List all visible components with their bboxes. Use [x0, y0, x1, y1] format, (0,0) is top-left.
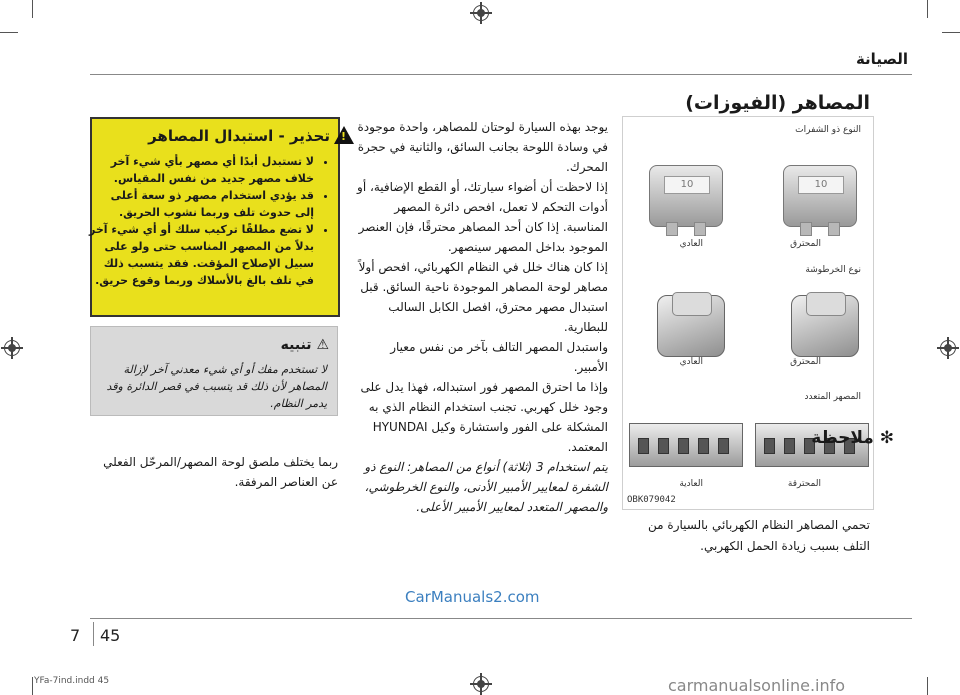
figure-code: OBK079042	[627, 495, 676, 505]
registration-mark-icon	[473, 5, 489, 21]
caution-text: لا تستخدم مفك أو أي شيء معدني آخر لإزالة المصاهر لأن ذلك قد يتسبب في قصر الدائرة وقد يدمر النظام.	[106, 363, 327, 410]
label-normal: العادي	[679, 239, 703, 249]
caution-box	[90, 326, 338, 416]
figure-caption: تحمي المصاهر النظام الكهربائي بالسيارة من التلف بسبب زيادة الحمل الكهربي.	[648, 518, 870, 553]
label-blown: المحترق	[790, 239, 821, 249]
label-blade-type: النوع ذو الشفرات	[795, 125, 861, 135]
warning-list	[88, 153, 328, 289]
page-number-chapter: 7	[70, 626, 81, 645]
list-item: • لا تضع مطلقًا تركيب سلك أو أي شيء آخر بدلاً من المصهر المناسب حتى ولو على سبيل الإصلاح المؤقت. فقد يتسبب ذلك في تلف بالغ بالأسلاك وربما وقوع حريق.	[88, 221, 314, 289]
paragraph: وإذا ما احترق المصهر فور استبداله، فهذا يدل على وجود خلل كهربي. تجنب استخدام النظام الذي به المشكلة على الفور واستشارة وكيل HYUNDAI المعتمد.	[360, 380, 608, 454]
registration-mark-icon	[940, 340, 956, 356]
blade-fuse-normal-image: 10	[649, 165, 723, 227]
warning-box	[90, 117, 340, 317]
crop-mark	[942, 32, 960, 33]
page-number: 45	[100, 626, 121, 645]
chapter-title: الصيانة	[855, 50, 908, 68]
crop-mark	[927, 0, 928, 18]
paragraph: إذا كان هناك خلل في النظام الكهربائي، افحص أولاً مصاهر لوحة المصاهر الموجودة ناحية السائق. قبل استبدال مصهر محترق، افصل الكابل السالب للبطارية.	[358, 260, 608, 334]
watermark-secondary: carmanualsonline.info	[668, 676, 846, 695]
registration-mark-icon	[473, 676, 489, 692]
paragraph: يتم استخدام 3 (ثلاثة) أنواع من المصاهر: النوع ذو الشفرة لمعايير الأمبير الأدنى، والنوع الخرطوشي، والمصهر المتعدد لمعايير الأمبير الأعلى.	[364, 460, 608, 514]
cartridge-fuse-normal-image	[657, 295, 725, 357]
page-number-separator	[93, 622, 94, 646]
caution-title: ⚠ تنبيه	[280, 337, 329, 353]
label-blown: المحترقة	[787, 479, 821, 489]
multi-fuse-normal-image	[629, 423, 743, 467]
cartridge-fuse-blown-image	[791, 295, 859, 357]
list-item: • لا تستبدل أبدًا أي مصهر بأي شيء آخر خلاف مصهر جديد من نفس المقياس.	[88, 153, 314, 187]
note-text: ربما يختلف ملصق لوحة المصهر/المرحّل الفعلي عن العناصر المرفقة.	[103, 455, 338, 489]
paragraph: واستبدل المصهر التالف بآخر من نفس معيار الأمبير.	[390, 340, 608, 374]
list-item: • قد يؤدي استخدام مصهر ذو سعة أعلى إلى حدوث تلف وربما نشوب الحريق.	[88, 187, 314, 221]
paragraph: يوجد بهذه السيارة لوحتان للمصاهر، واحدة موجودة في وسادة اللوحة بجانب السائق، والثانية في حجرة المحرك.	[357, 120, 608, 174]
label-normal: العادية	[679, 479, 703, 489]
warning-triangle-icon	[334, 126, 354, 144]
crop-mark	[0, 32, 18, 33]
crop-mark	[32, 0, 33, 18]
crop-mark	[32, 677, 33, 695]
label-normal: العادي	[679, 357, 703, 367]
section-title: المصاهر (الفيوزات)	[685, 92, 870, 114]
label-cartridge-type: نوع الخرطوشة	[805, 265, 861, 275]
watermark: CarManuals2.com	[405, 588, 540, 606]
registration-mark-icon	[4, 340, 20, 356]
blade-fuse-blown-image: 10	[783, 165, 857, 227]
footer-divider	[90, 618, 912, 619]
crop-mark	[927, 677, 928, 695]
warning-title: ! تحذير - استبدال المصاهر	[148, 127, 330, 145]
label-blown: المحترق	[790, 357, 821, 367]
caution-triangle-icon: ⚠	[316, 337, 329, 353]
paragraph: إذا لاحظت أن أضواء سيارتك، أو القطع الإضافية، أو أدوات التحكم لا تعمل، افحص دائرة المصهر المناسبة. إذا كان أحد المصاهر محترقًا، فإن العنصر الموجود بداخل المصهر سينصهر.	[357, 180, 608, 254]
label-multi-fuse: المصهر المتعدد	[804, 392, 861, 402]
main-text	[353, 117, 608, 517]
print-slug: YFa-7ind.indd 45	[34, 676, 110, 686]
note-title: ✻ ملاحظة	[811, 428, 894, 448]
fuse-illustration	[622, 116, 874, 510]
header-divider	[90, 74, 912, 75]
asterisk-icon: ✻	[879, 428, 894, 448]
